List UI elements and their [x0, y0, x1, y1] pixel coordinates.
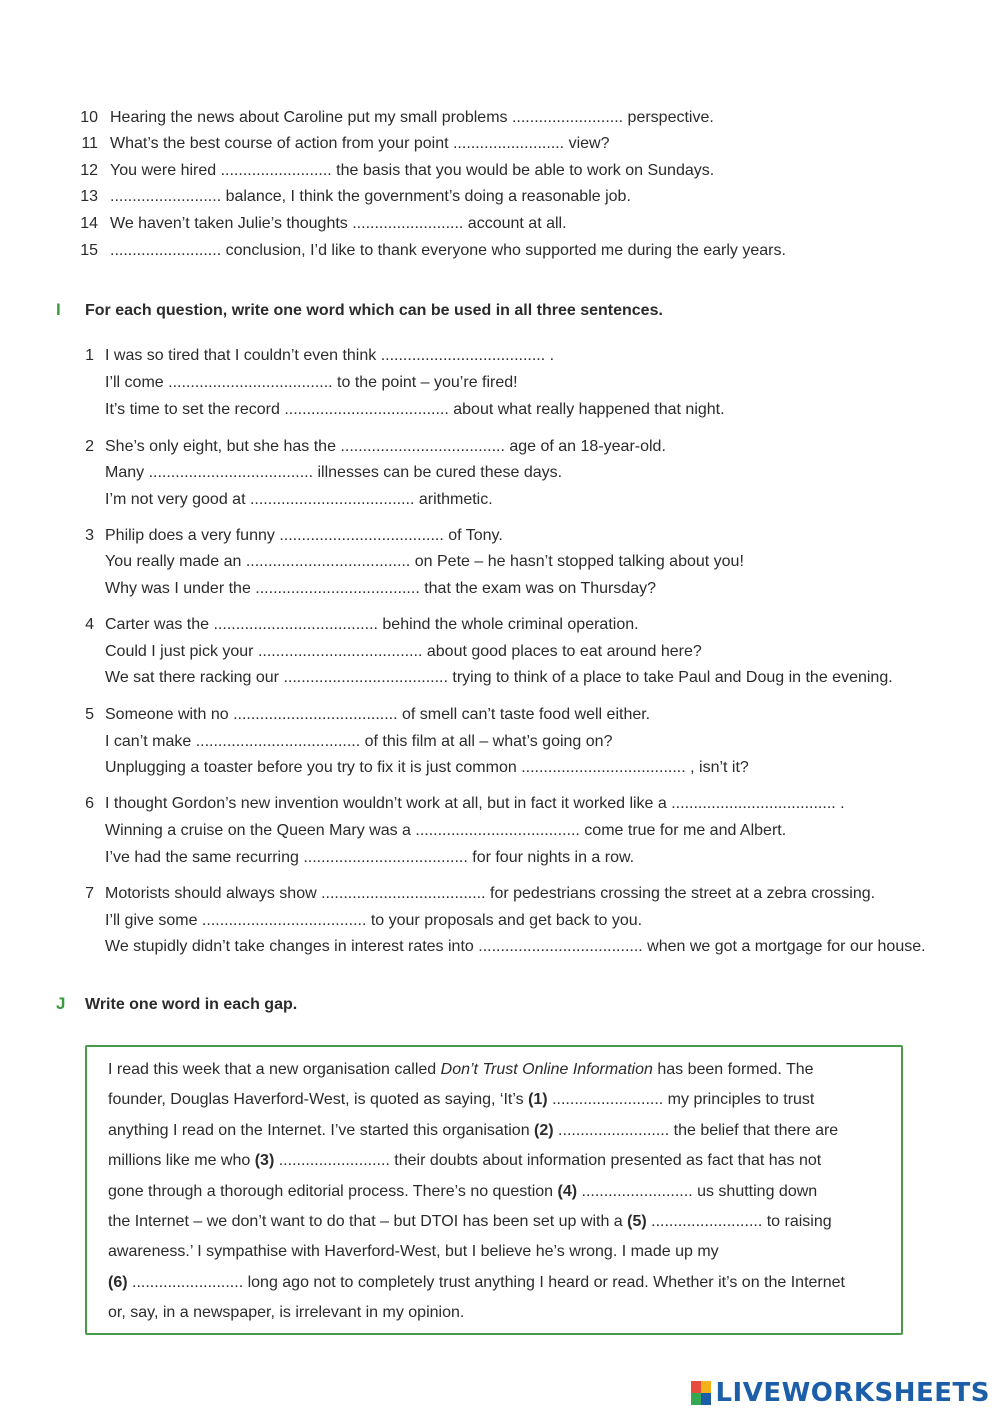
gap-number: (1) — [528, 1091, 548, 1108]
text-segment: ......................... long ago not to completely trust anything I heard or read. Whether it’s on the Internet — [127, 1274, 845, 1291]
text-segment: the Internet – we don’t want to do that – but DTOI has been set up with a — [108, 1213, 628, 1230]
question-line: Why was I under the ..................................... that the exam was on Thursday? — [105, 580, 657, 597]
paragraph-line — [108, 1090, 814, 1110]
paragraph-line — [108, 1060, 814, 1080]
gap-number: (6) — [108, 1274, 128, 1291]
item-text: Hearing the news about Caroline put my small problems ......................... perspective. — [110, 109, 714, 126]
gap-number: (2) — [534, 1122, 554, 1139]
item-number: 11 — [81, 135, 98, 152]
text-segment: ......................... their doubts about information presented as fact that has not — [274, 1152, 822, 1169]
item-text: We haven’t taken Julie’s thoughts ......................... account at all. — [110, 215, 567, 232]
text-segment: ......................... my principles to trust — [547, 1091, 815, 1108]
text-segment: founder, Douglas Haverford-West, is quoted as saying, ‘It’s — [108, 1091, 529, 1108]
question-line: Philip does a very funny ..................................... of Tony. — [105, 527, 503, 544]
section-j-letter: J — [56, 994, 66, 1013]
section-i-title: For each question, write one word which can be used in all three sentences. — [85, 302, 663, 319]
organisation-name: Don’t Trust Online Information — [440, 1061, 653, 1078]
gap-number: (4) — [557, 1183, 578, 1200]
item-number: 10 — [80, 109, 98, 126]
section-i-letter: I — [56, 300, 61, 319]
text-segment: ......................... us shutting down — [577, 1183, 818, 1200]
item-text: What’s the best course of action from your point ......................... view? — [110, 135, 610, 152]
liveworksheets-logo[interactable] — [691, 1378, 990, 1408]
question-line: I’m not very good at ..................................... arithmetic. — [105, 491, 493, 508]
paragraph-line — [108, 1182, 817, 1202]
question-number: 6 — [85, 795, 94, 812]
section-j-title: Write one word in each gap. — [85, 996, 298, 1013]
paragraph-line — [108, 1273, 845, 1293]
paragraph-line — [108, 1242, 719, 1262]
text-segment: or, say, in a newspaper, is irrelevant in my opinion. — [108, 1304, 465, 1321]
text-segment: anything I read on the Internet. I’ve started this organisation — [108, 1122, 535, 1139]
text-segment: I read this week that a new organisation called — [108, 1061, 441, 1078]
question-number: 3 — [85, 527, 94, 544]
question-line: Motorists should always show ..................................... for pedestrians crossing the street at a zebra crossing. — [105, 885, 876, 902]
item-text: ......................... conclusion, I’d like to thank everyone who supported me during the early years. — [110, 242, 786, 259]
question-line: I’ll come ..................................... to the point – you’re fired! — [105, 374, 518, 391]
question-line: Many ..................................... illnesses can be cured these days. — [105, 464, 563, 481]
question-number: 7 — [85, 885, 94, 902]
question-line: We stupidly didn’t take changes in interest rates into ..................................... when we got a mortgage for our house. — [105, 938, 926, 955]
paragraph-line — [108, 1151, 821, 1171]
text-segment: ......................... to raising — [646, 1213, 832, 1230]
question-number: 1 — [85, 347, 94, 364]
text-segment: has been formed. The — [652, 1061, 814, 1078]
liveworksheets-logo-icon — [691, 1381, 711, 1405]
item-text: ......................... balance, I think the government’s doing a reasonable job. — [110, 188, 631, 205]
question-number: 2 — [85, 438, 94, 455]
question-line: I thought Gordon’s new invention wouldn’t work at all, but in fact it worked like a ..................................... . — [105, 795, 845, 812]
item-text: You were hired ......................... the basis that you would be able to work on Sundays. — [110, 162, 715, 179]
paragraph-line — [108, 1212, 832, 1232]
question-line: We sat there racking our ..................................... trying to think of a place to take Paul and Doug in the evening. — [105, 669, 893, 686]
question-line: Carter was the ..................................... behind the whole criminal operation. — [105, 616, 639, 633]
question-line: You really made an ..................................... on Pete – he hasn’t stopped talking about you! — [105, 553, 744, 570]
item-number: 14 — [80, 215, 98, 232]
question-line: I’ll give some ..................................... to your proposals and get back to you. — [105, 912, 643, 929]
paragraph-line — [108, 1303, 464, 1323]
question-line: It’s time to set the record ..................................... about what really happened that night. — [105, 401, 725, 418]
question-line: I’ve had the same recurring ..................................... for four nights in a row. — [105, 849, 635, 866]
item-number: 12 — [80, 162, 98, 179]
item-number: 15 — [80, 242, 98, 259]
text-segment: awareness.’ I sympathise with Haverford-West, but I believe he’s wrong. I made up my — [108, 1243, 719, 1260]
gap-number: (3) — [254, 1152, 275, 1169]
text-segment: ......................... the belief that there are — [553, 1122, 839, 1139]
question-line: Someone with no ..................................... of smell can’t taste food well either. — [105, 706, 651, 723]
gap-number: (5) — [627, 1213, 647, 1230]
question-line: Winning a cruise on the Queen Mary was a ..................................... come true for me and Albert. — [105, 822, 787, 839]
question-line: I can’t make ..................................... of this film at all – what’s going on? — [105, 733, 613, 750]
question-line: I was so tired that I couldn’t even think ..................................... . — [105, 347, 555, 364]
question-line: She’s only eight, but she has the ..................................... age of an 18-year-old. — [105, 438, 666, 455]
question-line: Unplugging a toaster before you try to fix it is just common ..................................... , isn’t it? — [105, 759, 749, 776]
question-number: 4 — [85, 616, 94, 633]
question-line: Could I just pick your ..................................... about good places to eat around here? — [105, 643, 702, 660]
item-number: 13 — [80, 188, 98, 205]
paragraph-line — [108, 1121, 838, 1141]
text-segment: gone through a thorough editorial process. There’s no question — [108, 1183, 558, 1200]
question-number: 5 — [85, 706, 94, 723]
logo-text: LIVEWORKSHEETS — [715, 1378, 990, 1408]
text-segment: millions like me who — [108, 1152, 255, 1169]
